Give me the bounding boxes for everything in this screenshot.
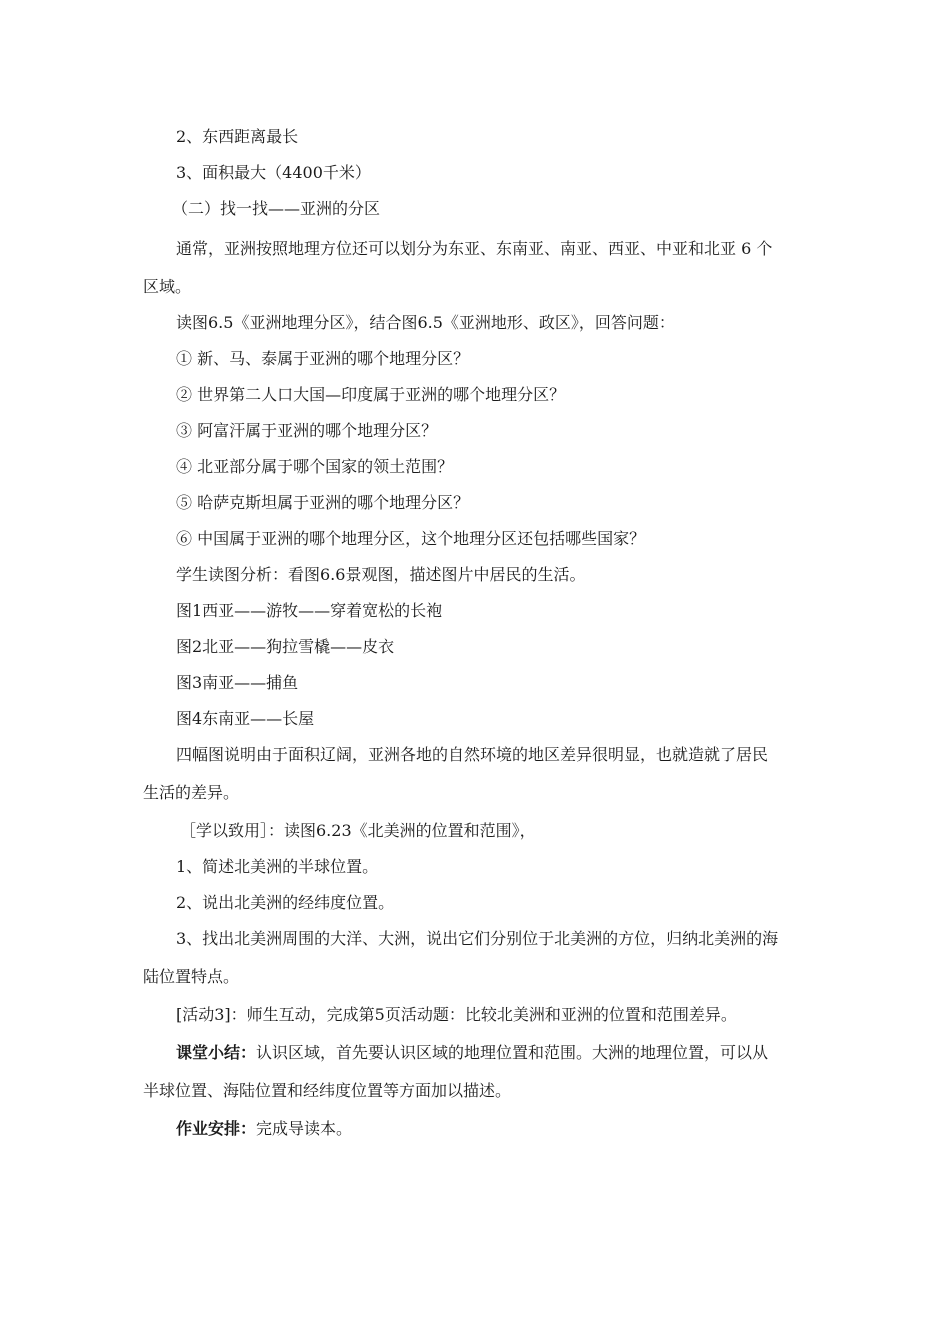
question-item: ④ 北亚部分属于哪个国家的领土范围？ bbox=[176, 457, 454, 476]
question-item: ⑥ 中国属于亚洲的哪个地理分区，这个地理分区还包括哪些国家？ bbox=[176, 529, 646, 548]
paragraph-line: 陆位置特点。 bbox=[143, 967, 240, 986]
summary-text: 认识区域，首先要认识区域的地理位置和范围。大洲的地理位置，可以从 bbox=[256, 1043, 769, 1062]
question-item: ② 世界第二人口大国—印度属于亚洲的哪个地理分区？ bbox=[176, 385, 566, 404]
paragraph-line: [活动3]：师生互动，完成第5页活动题：比较北美洲和亚洲的位置和范围差异。 bbox=[176, 1005, 737, 1024]
paragraph-line: 读图6.5《亚洲地理分区》，结合图6.5《亚洲地形、政区》，回答问题： bbox=[176, 313, 675, 332]
list-item: 图3南亚——捕鱼 bbox=[176, 673, 299, 692]
paragraph-line: 通常，亚洲按照地理方位还可以划分为东亚、东南亚、南亚、西亚、中亚和北亚 6 个 bbox=[176, 239, 773, 258]
homework-text: 完成导读本。 bbox=[256, 1119, 353, 1138]
summary-line-2: 半球位置、海陆位置和经纬度位置等方面加以描述。 bbox=[143, 1081, 512, 1100]
paragraph-line: 生活的差异。 bbox=[143, 783, 240, 802]
list-item: 图2北亚——狗拉雪橇——皮衣 bbox=[176, 637, 395, 656]
question-item: ① 新、马、泰属于亚洲的哪个地理分区？ bbox=[176, 349, 470, 368]
homework-label: 作业安排： bbox=[176, 1119, 257, 1138]
question-item: ⑤ 哈萨克斯坦属于亚洲的哪个地理分区？ bbox=[176, 493, 470, 512]
paragraph-line: 区域。 bbox=[143, 277, 192, 296]
summary-line bbox=[176, 1043, 768, 1063]
list-item: 图4东南亚——长屋 bbox=[176, 709, 315, 728]
text-line: 3、面积最大（4400千米） bbox=[176, 163, 371, 182]
summary-label: 课堂小结： bbox=[176, 1043, 257, 1062]
section-heading: （二）找一找——亚洲的分区 bbox=[172, 199, 381, 218]
list-item: 图1西亚——游牧——穿着宽松的长袍 bbox=[176, 601, 443, 620]
paragraph-line: 学生读图分析：看图6.6景观图，描述图片中居民的生活。 bbox=[176, 565, 586, 584]
question-item: ③ 阿富汗属于亚洲的哪个地理分区？ bbox=[176, 421, 438, 440]
text-line: 2、东西距离最长 bbox=[176, 127, 299, 146]
list-item: 3、找出北美洲周围的大洋、大洲，说出它们分别位于北美洲的方位，归纳北美洲的海 bbox=[176, 929, 779, 948]
paragraph-line: ［学以致用］：读图6.23《北美洲的位置和范围》， bbox=[180, 821, 536, 840]
homework-line bbox=[176, 1119, 352, 1139]
list-item: 1、简述北美洲的半球位置。 bbox=[176, 857, 379, 876]
list-item: 2、说出北美洲的经纬度位置。 bbox=[176, 893, 395, 912]
paragraph-line: 四幅图说明由于面积辽阔，亚洲各地的自然环境的地区差异很明显，也就造就了居民 bbox=[176, 745, 769, 764]
